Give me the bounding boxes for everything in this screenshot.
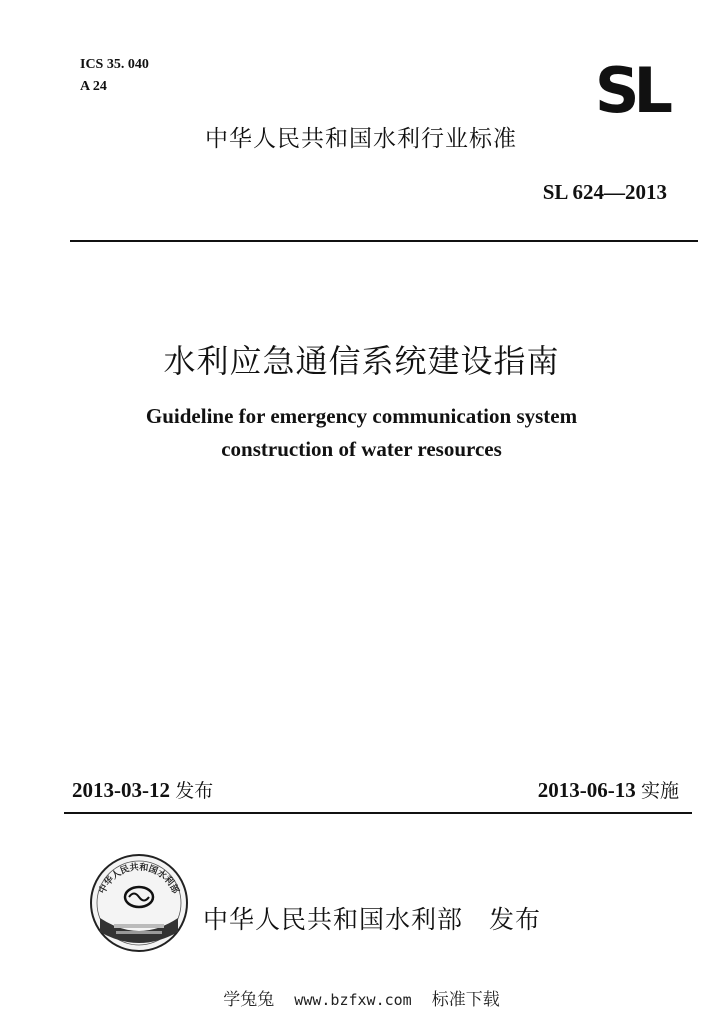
- publisher-action: 发布: [489, 905, 542, 934]
- ccs-code: A 24: [80, 79, 107, 94]
- header-rule: [70, 240, 698, 242]
- ministry-seal-icon: [88, 852, 190, 954]
- sl-logo-text: SL: [594, 60, 668, 116]
- implement-label: 实施: [640, 780, 679, 802]
- publisher-line: [203, 900, 541, 936]
- implement-date: 2013-06-13: [537, 778, 636, 802]
- title-chinese: 水利应急通信系统建设指南: [163, 342, 560, 380]
- sl-logo: [575, 60, 687, 116]
- industry-standard-title: 中华人民共和国水利行业标准: [205, 126, 517, 152]
- issue-date-block: [72, 776, 213, 803]
- ics-code: ICS 35. 040: [80, 57, 149, 72]
- footer-url-link[interactable]: www.bzfxw.com: [294, 991, 412, 1009]
- title-english-line2: construction of water resources: [221, 437, 502, 461]
- footer-tagline: 标准下载: [431, 990, 500, 1010]
- footer-rule: [64, 812, 692, 814]
- footer-watermark: [0, 985, 723, 1010]
- footer-site-name: 学兔兔: [223, 990, 275, 1010]
- seal-text: 中华人民共和国水利部: [97, 862, 181, 896]
- implement-date-block: [538, 776, 679, 803]
- standard-number: SL 624—2013: [542, 180, 667, 204]
- title-english-line1: Guideline for emergency communication system: [145, 404, 578, 428]
- issue-label: 发布: [175, 780, 214, 802]
- issue-date: 2013-03-12: [72, 778, 170, 802]
- publisher-name: 中华人民共和国水利部: [203, 905, 464, 934]
